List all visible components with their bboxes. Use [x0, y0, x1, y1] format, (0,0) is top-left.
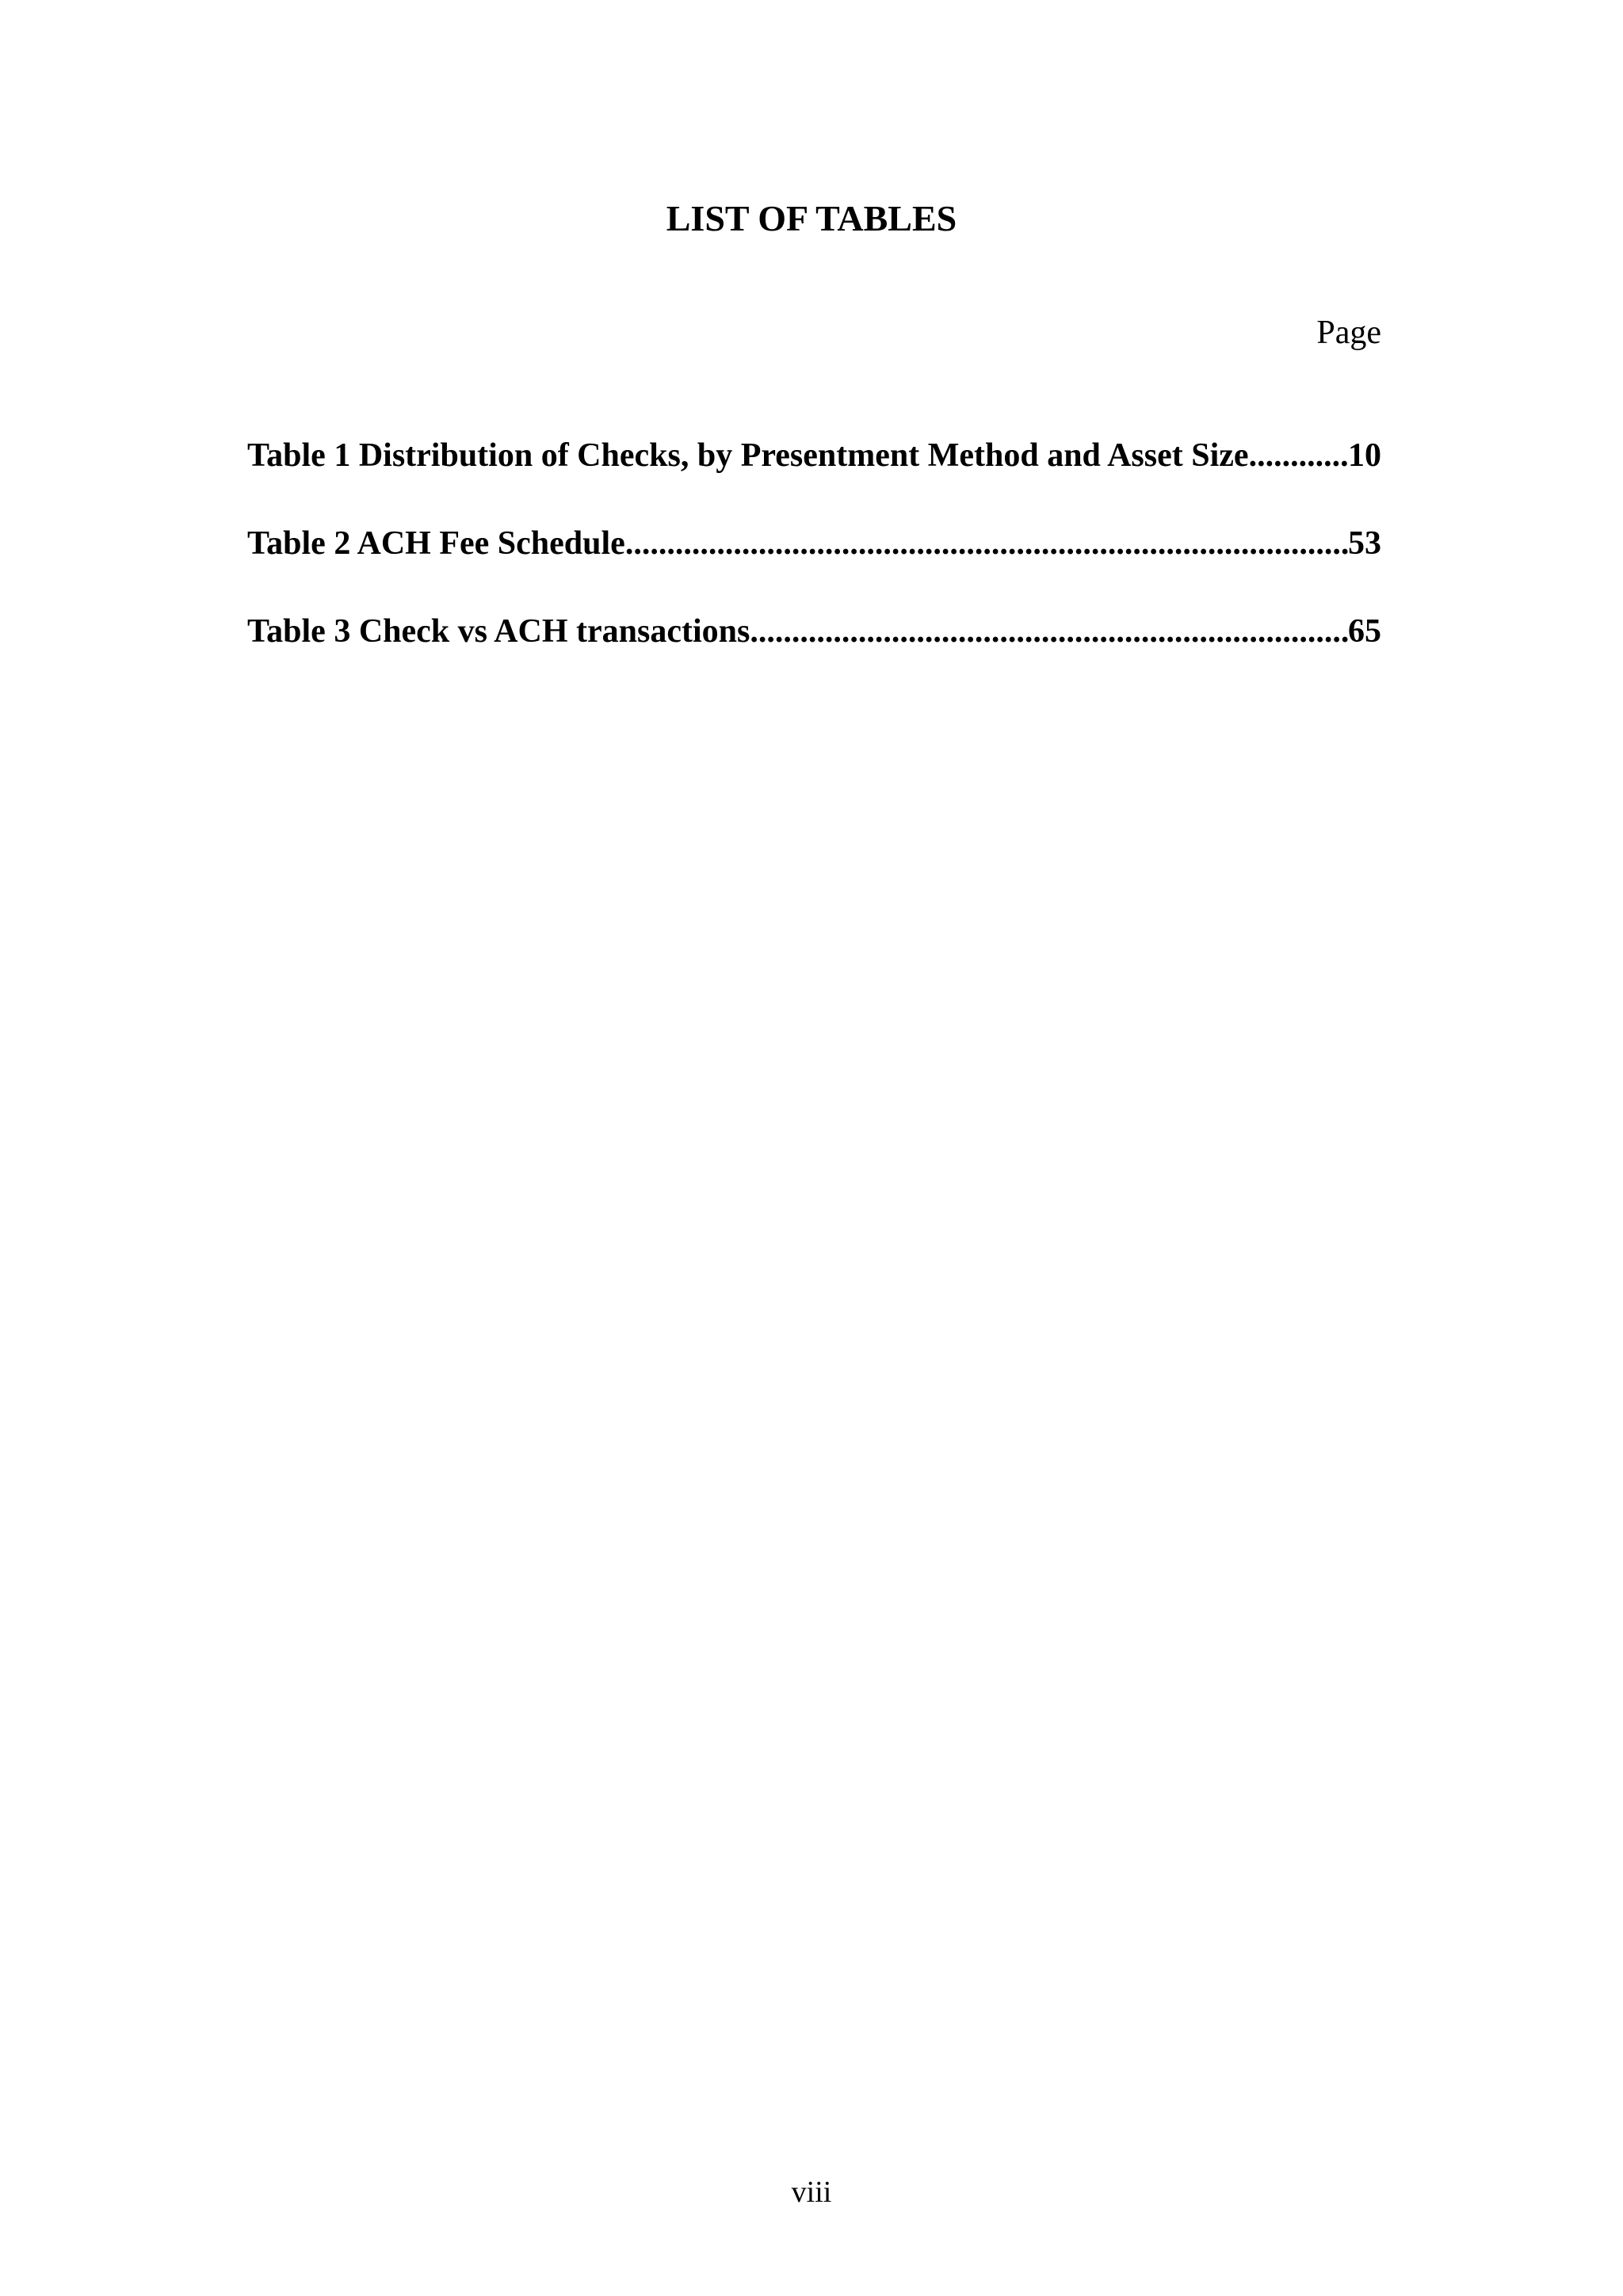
page-title: LIST OF TABLES — [666, 198, 957, 238]
toc-entry-table-3[interactable] — [247, 608, 1381, 655]
footer-page-number: viii — [791, 2176, 832, 2209]
toc-entry-label: Table 1 Distribution of Checks, by Presentment Method and Asset Size — [247, 437, 1249, 474]
toc-entry-label: Table 2 ACH Fee Schedule — [247, 525, 625, 562]
toc-entry-label: Table 3 Check vs ACH transactions — [247, 613, 750, 650]
toc-entry-page-number: 53 — [1348, 525, 1381, 562]
table-of-tables-list — [247, 432, 1381, 696]
dot-leader — [1249, 432, 1348, 479]
toc-entry-table-2[interactable] — [247, 520, 1381, 567]
toc-entry-page-number: 10 — [1348, 437, 1381, 474]
toc-entry-table-1[interactable] — [247, 432, 1381, 479]
dot-leader — [750, 608, 1348, 655]
toc-entry-page-number: 65 — [1348, 613, 1381, 650]
dot-leader — [625, 520, 1348, 567]
page-column-header: Page — [1316, 315, 1381, 351]
